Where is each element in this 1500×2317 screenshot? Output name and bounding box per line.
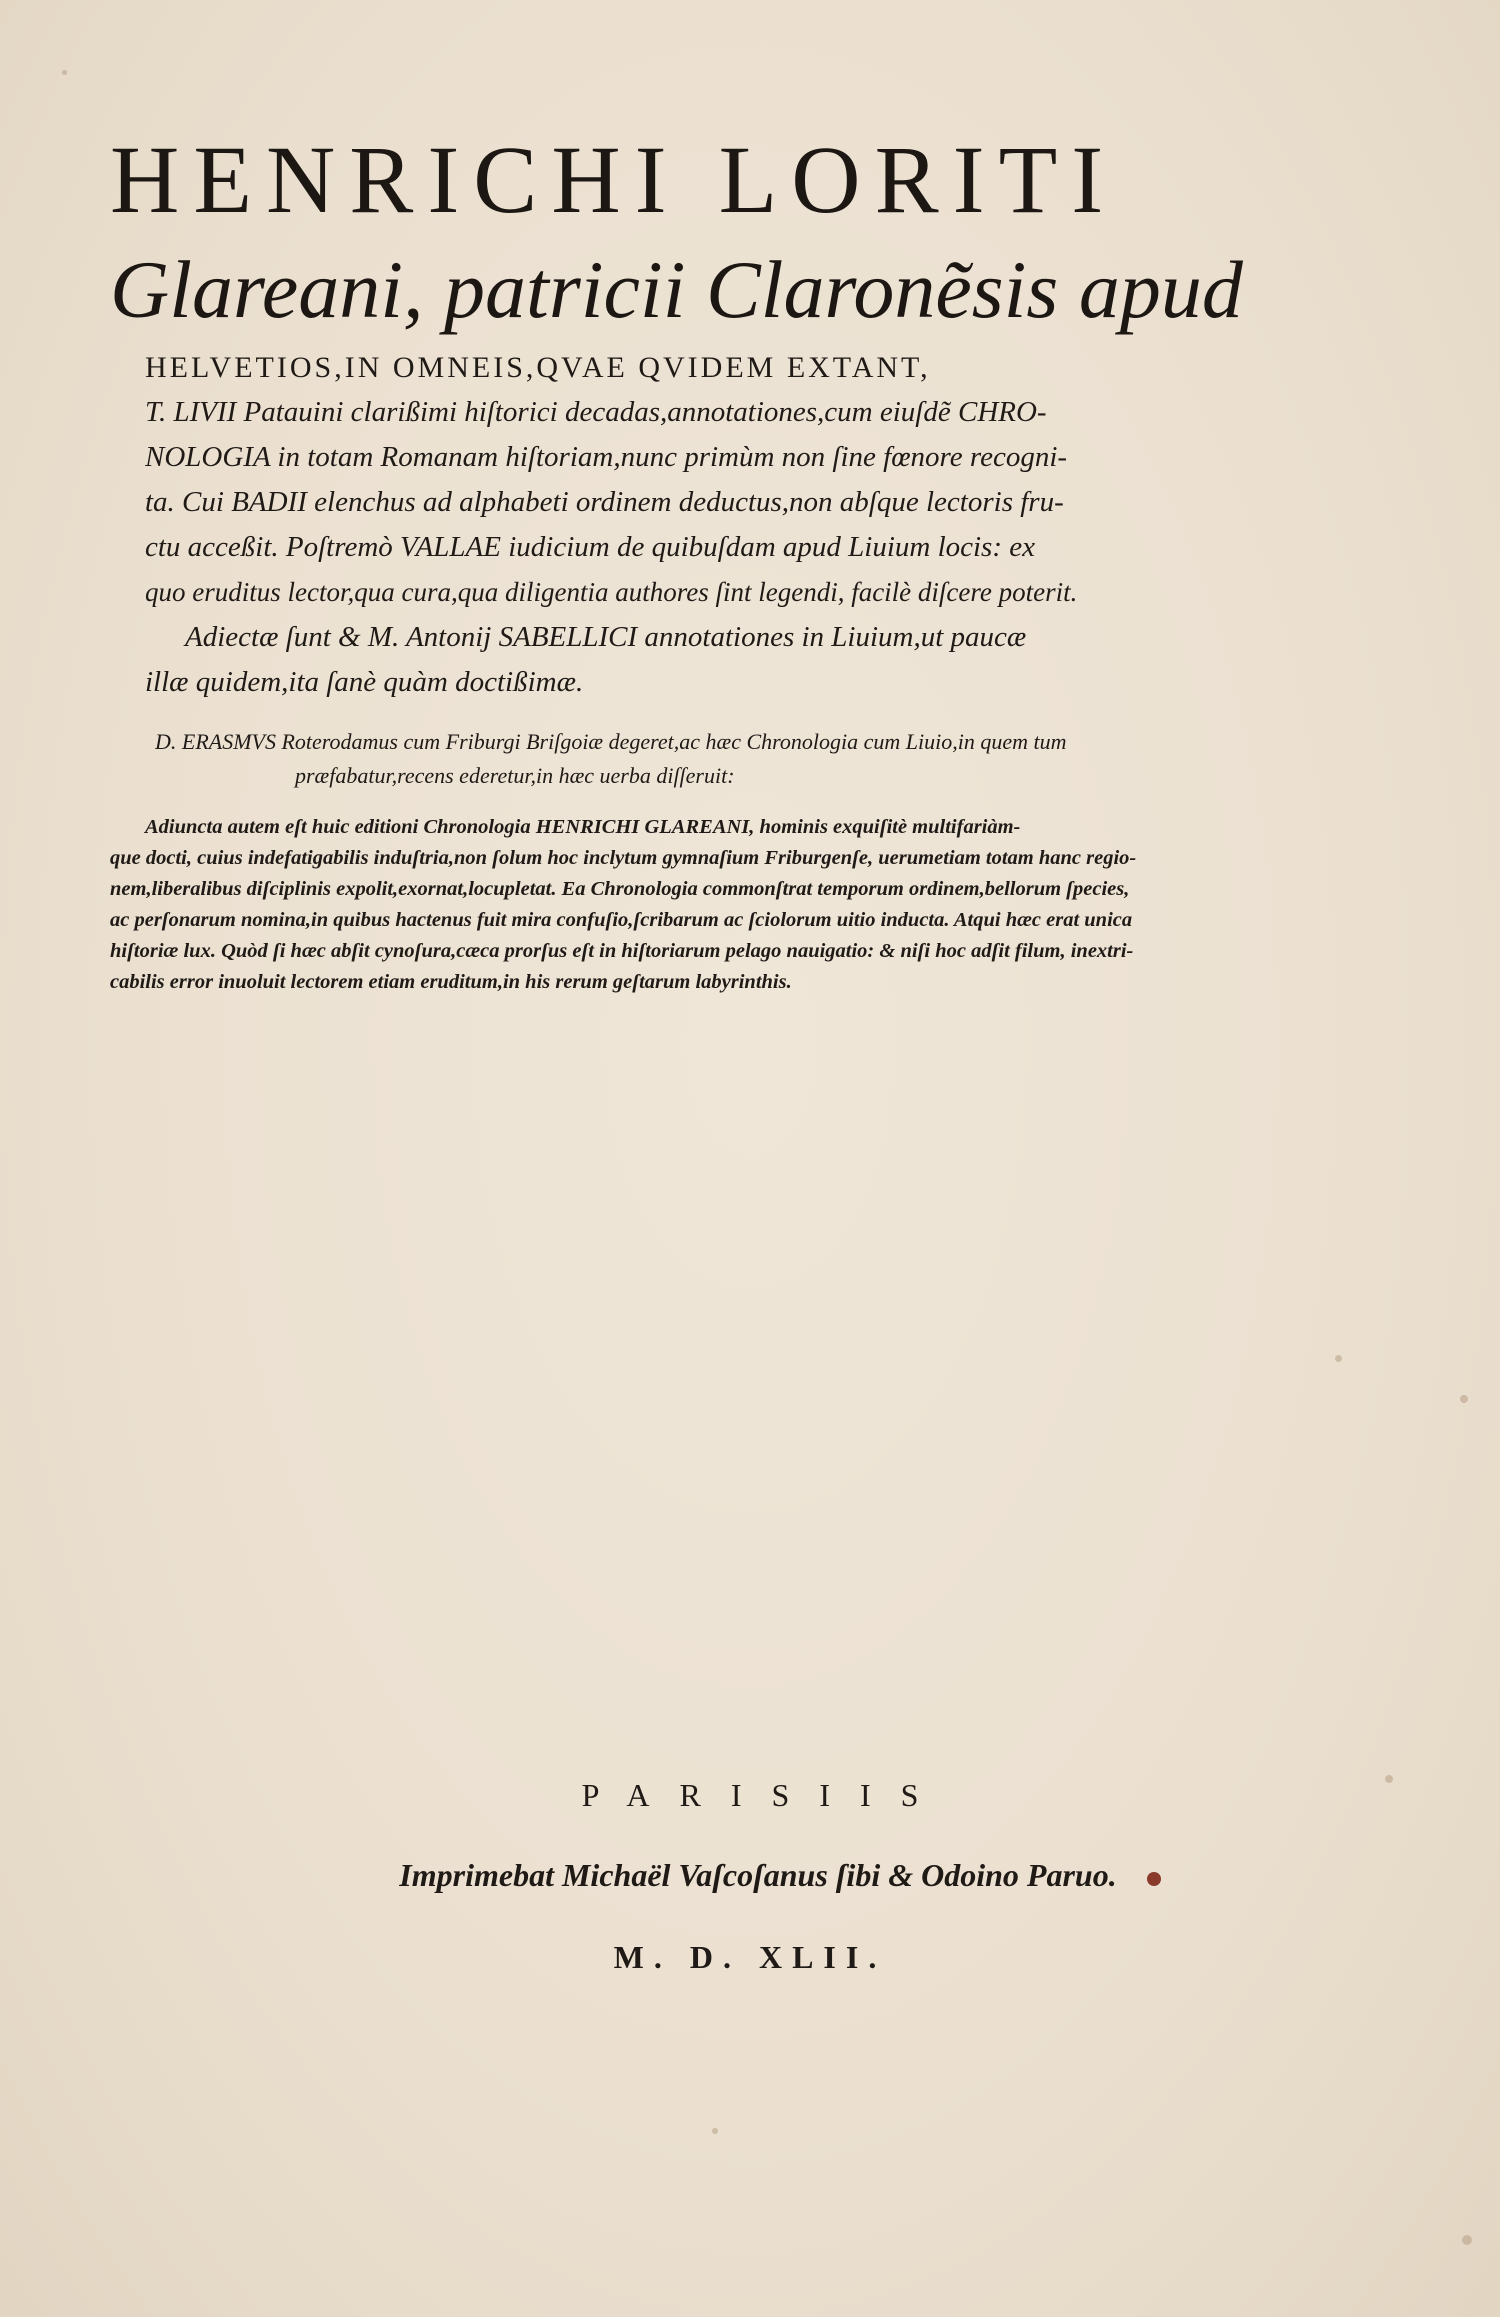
fleuron-icon <box>1147 1872 1161 1886</box>
description-line: NOLOGIA in totam Romanam hiſtoriam,nunc primùm non ſine fœnore recogni- <box>145 441 1068 473</box>
paper-spot <box>1385 1775 1393 1783</box>
quote-line: Adiuncta autem eſt huic editioni Chronologia HENRICHI GLAREANI, hominis exquiſitè multifariàm- <box>145 816 1021 838</box>
description-line: T. LIVII Patauini clarißimi hiſtorici decadas,annotationes,cum eiuſdẽ CHRO- <box>145 396 1047 428</box>
description-line: ctu acceßit. Poſtremò VALLAE iudicium de quibuſdam apud Liuium locis: ex <box>145 531 1035 563</box>
imprint-date: M. D. XLII. <box>613 1939 887 1975</box>
imprint-printer: Imprimebat Michaël Vaſcoſanus ſibi & Odoino Paruo. <box>399 1857 1117 1893</box>
description-line: Adiectæ ſunt & M. Antonij SABELLICI annotationes in Liuium,ut paucæ <box>185 621 1027 653</box>
paper-spot <box>712 2128 718 2134</box>
description-line: ta. Cui BADII elenchus ad alphabeti ordinem deductus,non abſque lectoris fru- <box>145 486 1064 518</box>
quote-line: nem,liberalibus diſciplinis expolit,exornat,locupletat. Ea Chronologia commonſtrat temporum ordinem,bellorum ſpecies, <box>110 878 1130 900</box>
imprint-printer-row <box>0 1850 1500 1900</box>
paper-spot <box>62 70 67 75</box>
erasmus-intro <box>155 725 1195 793</box>
description-line: quo eruditus lector,qua cura,qua diligentia authores ſint legendi, facilè diſcere poterit. <box>145 577 1078 607</box>
quote-line: ac perſonarum nomina,in quibus hactenus fuit mira confuſio,ſcribarum ac ſciolorum uitio inducta. Atqui hæc erat unica <box>110 909 1133 931</box>
imprint <box>0 1770 1500 1982</box>
paper-spot <box>1335 1355 1342 1362</box>
erasmus-quote <box>110 812 1190 998</box>
description-block <box>145 345 1190 705</box>
title-line-2: Glareani, patricii Claronẽsis apud <box>110 244 1243 335</box>
paper-spot <box>1460 1395 1468 1403</box>
quote-line: cabilis error inuoluit lectorem etiam eruditum,in his rerum geſtarum labyrinthis. <box>110 971 792 993</box>
erasmus-line: D. ERASMVS Roterodamus cum Friburgi Briſgoiæ degeret,ac hæc Chronologia cum Liuio,in quem tum <box>155 729 1067 754</box>
description-line: illæ quidem,ita ſanè quàm doctißimæ. <box>145 666 584 698</box>
quote-line: hiſtoriæ lux. Quòd ſi hæc abſit cynoſura,cæca prorſus eſt in hiſtoriarum pelago nauigatio: & niſi hoc adſit filum, inextri- <box>110 940 1134 962</box>
erasmus-line: præfabatur,recens ederetur,in hæc uerba diſſeruit: <box>295 763 735 788</box>
title-line-1: HENRICHI LORITI <box>110 126 1118 233</box>
paper-spot <box>1462 2235 1472 2245</box>
description-line: HELVETIOS,IN OMNEIS,QVAE QVIDEM EXTANT, <box>145 351 931 384</box>
imprint-place: PARISIIS <box>581 1777 949 1813</box>
quote-line: que docti, cuius indefatigabilis induſtria,non ſolum hoc inclytum gymnaſium Friburgenſe, uerumetiam totam hanc regio- <box>110 847 1137 869</box>
